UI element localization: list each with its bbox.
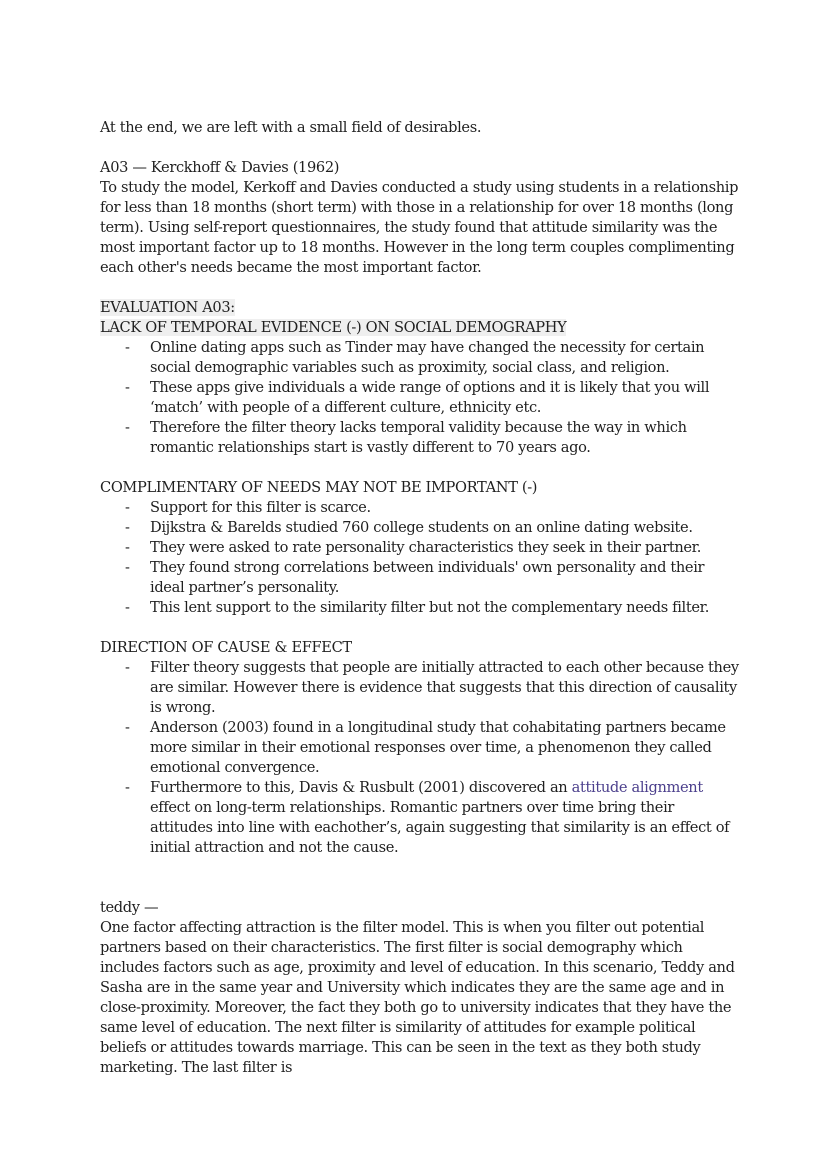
list-item: - Dijkstra & Barelds studied 760 college students on an online dating website. — [100, 518, 740, 538]
bullet-list — [100, 498, 740, 618]
spacer — [100, 138, 740, 158]
list-item — [100, 778, 740, 858]
list-item: - These apps give individuals a wide range of options and it is likely that you will ‘match’ with people of a different culture, ethnicity etc. — [100, 378, 740, 418]
ao3-study-heading: A03 — Kerckhoff & Davies (1962) — [100, 159, 340, 176]
teddy-body: One factor affecting attraction is the filter model. This is when you filter out potential partners based on their characteristics. The first filter is social demography which includes factors such as age, proximity and level of education. In this scenario, Teddy and Sasha are in the same year and University which indicates they are the same age and in close-proximity. Moreover, the fact they both go to university indicates that they have the same level of education. The next filter is similarity of attitudes for example political beliefs or attitudes towards marriage. This can be seen in the text as they both study marketing. The last filter is — [100, 919, 735, 1076]
spacer — [100, 618, 740, 638]
list-item: - Therefore the filter theory lacks temporal validity because the way in which romantic relationships start is vastly different to 70 years ago. — [100, 418, 740, 458]
section-heading — [100, 318, 740, 338]
list-item: - They found strong correlations between individuals' own personality and their ideal partner’s personality. — [100, 558, 740, 598]
evaluation-title — [100, 298, 740, 318]
section-heading-text: LACK OF TEMPORAL EVIDENCE (-) ON SOCIAL DEMOGRAPHY — [100, 319, 567, 336]
evaluation-section-cause-effect — [100, 638, 740, 858]
spacer — [100, 878, 740, 898]
teddy-heading: teddy — — [100, 899, 159, 916]
list-item: - This lent support to the similarity filter but not the complementary needs filter. — [100, 598, 740, 618]
spacer — [100, 458, 740, 478]
ao3-study-body: To study the model, Kerkoff and Davies conducted a study using students in a relationship for less than 18 months (short term) with those in a relationship for over 18 months (long term). Using self-report questionnaires, the study found that attitude similarity was the most important factor up to 18 months. However in the long term couples complimenting each other's needs became the most important factor. — [100, 179, 739, 276]
list-item: - Online dating apps such as Tinder may have changed the necessity for certain social demographic variables such as proximity, social class, and religion. — [100, 338, 740, 378]
spacer — [100, 858, 740, 878]
list-item-text: Furthermore to this, Davis & Rusbult (2001) discovered an — [150, 779, 572, 796]
section-heading: DIRECTION OF CAUSE & EFFECT — [100, 639, 352, 656]
evaluation-title-text: EVALUATION A03: — [100, 299, 235, 316]
list-item: - They were asked to rate personality characteristics they seek in their partner. — [100, 538, 740, 558]
bullet-list — [100, 658, 740, 858]
spacer — [100, 278, 740, 298]
list-item: - Support for this filter is scarce. — [100, 498, 740, 518]
bullet-list — [100, 338, 740, 458]
list-item: - Filter theory suggests that people are initially attracted to each other because they are similar. However there is evidence that suggests that this direction of causality is wrong. — [100, 658, 740, 718]
section-heading: COMPLIMENTARY OF NEEDS MAY NOT BE IMPORTANT (-) — [100, 479, 538, 496]
intro-line: At the end, we are left with a small field of desirables. — [100, 119, 482, 136]
evaluation-section-complementary-needs — [100, 478, 740, 618]
document-page — [100, 118, 740, 1078]
list-item: - Anderson (2003) found in a longitudinal study that cohabitating partners became more similar in their emotional responses over time, a phenomenon they called emotional convergence. — [100, 718, 740, 778]
attitude-alignment-link[interactable]: attitude alignment — [571, 779, 703, 796]
evaluation-section-temporal — [100, 318, 740, 458]
list-item-text: effect on long-term relationships. Romantic partners over time bring their attitudes into line with eachother’s, again suggesting that similarity is an effect of initial attraction and not the cause. — [150, 799, 730, 856]
